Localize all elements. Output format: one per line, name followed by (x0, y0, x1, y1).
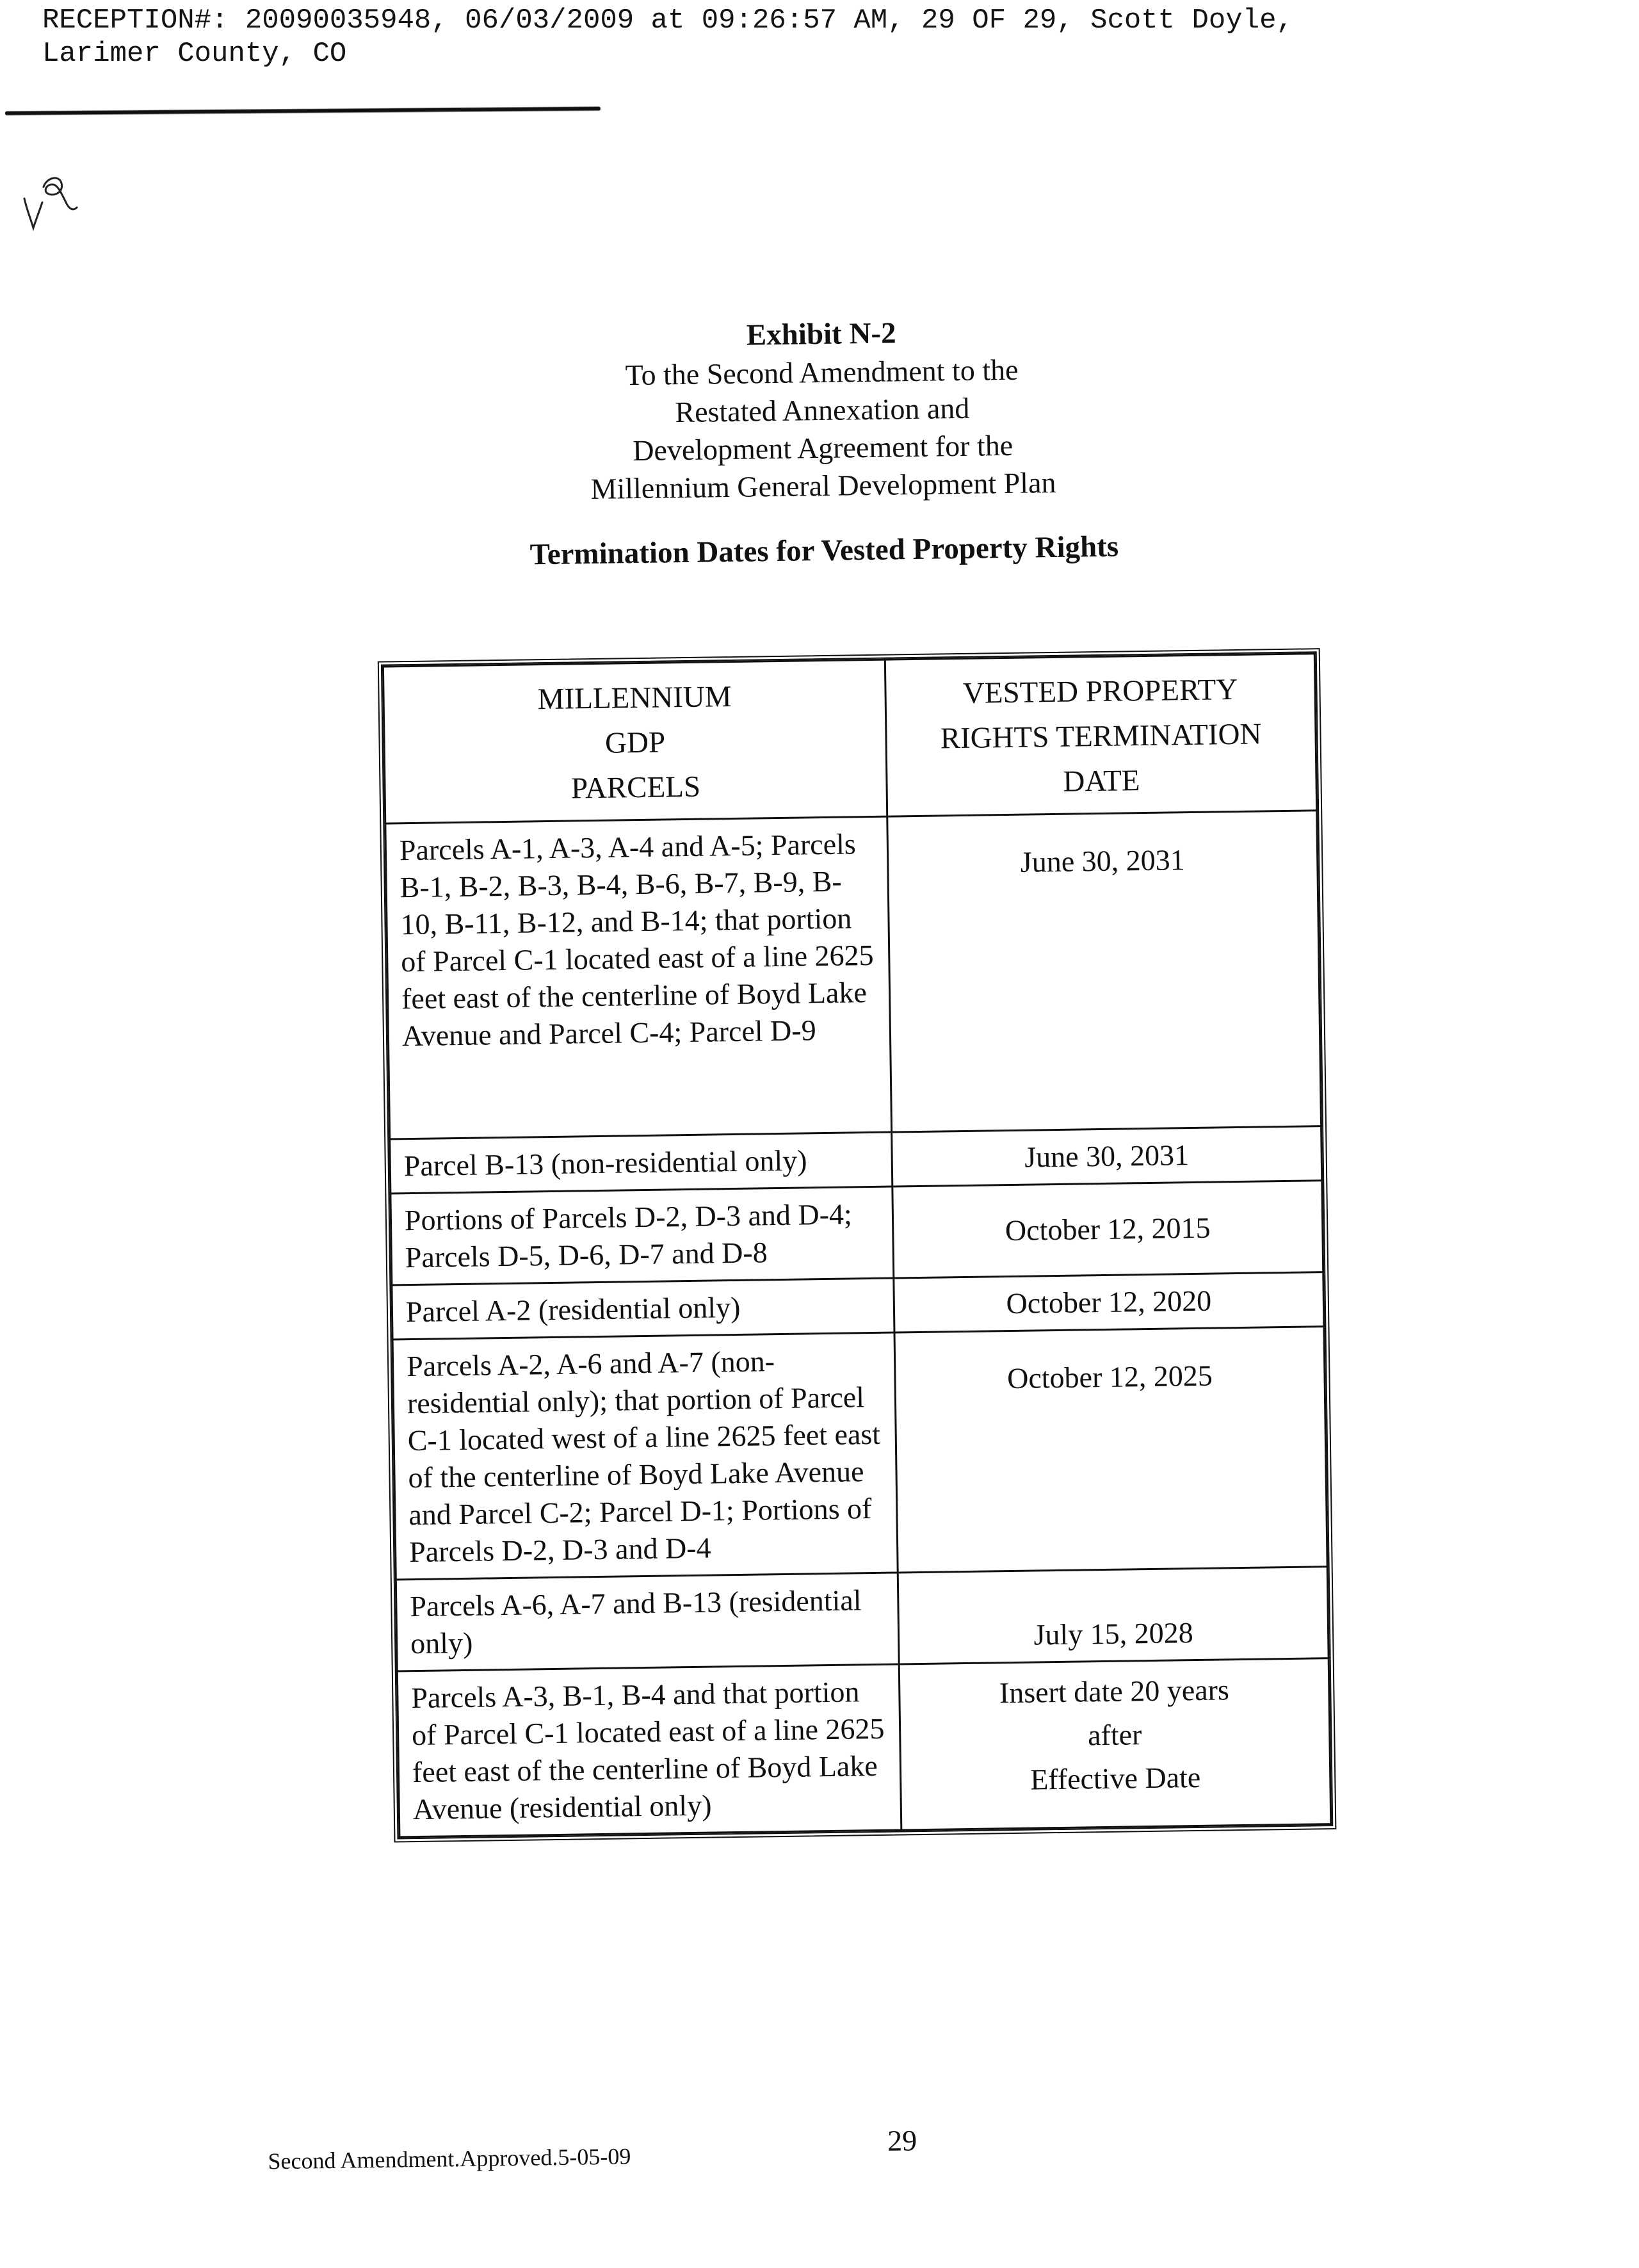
reception-line-1: RECEPTION#: 20090035948, 06/03/2009 at 09:26:57 AM, 29 OF 29, Scott Doyle, (42, 4, 1293, 36)
date-cell: July 15, 2028 (898, 1567, 1328, 1664)
header-line: DATE (1063, 764, 1140, 798)
parcels-cell: Portions of Parcels D-2, D-3 and D-4; Parcels D-5, D-6, D-7 and D-8 (391, 1187, 894, 1285)
parcels-cell: Parcel B-13 (non-residential only) (390, 1132, 892, 1194)
subtitle-line: Millennium General Development Plan (590, 466, 1056, 506)
termination-dates-table (378, 648, 1337, 1842)
table-title: Termination Dates for Vested Property Rights (529, 530, 1119, 572)
table-header-row (383, 654, 1316, 823)
header-cell-termination-date (885, 654, 1316, 816)
exhibit-title: Exhibit N-2 (746, 316, 896, 352)
date-cell: October 12, 2015 (892, 1181, 1323, 1278)
date-cell: June 30, 2031 (892, 1126, 1322, 1187)
table-row (391, 1181, 1323, 1285)
date-cell: October 12, 2020 (894, 1272, 1324, 1332)
table-row (385, 811, 1321, 1139)
header-line: MILLENNIUM (537, 679, 732, 717)
header-line: GDP (604, 725, 666, 760)
table-row (397, 1658, 1330, 1837)
header-line: VESTED PROPERTY (962, 672, 1238, 710)
date-line: Insert date 20 years (999, 1673, 1230, 1710)
parcels-cell: Parcels A-6, A-7 and B-13 (residential only) (396, 1573, 899, 1671)
parcels-cell: Parcels A-2, A-6 and A-7 (non-residential only); that portion of Parcel C-1 located west of a line 2625 feet east of the centerline of Boyd Lake Avenue and Parcel C-2; Parcel D-1; Portions of Parcels D-2, D-3 and D-4 (392, 1332, 898, 1580)
header-line: PARCELS (570, 770, 701, 806)
table (382, 652, 1332, 1838)
date-cell (899, 1658, 1331, 1830)
footer-document-name: Second Amendment.Approved.5-05-09 (268, 2143, 631, 2175)
page-number: 29 (887, 2124, 917, 2157)
date-cell: October 12, 2025 (894, 1327, 1327, 1573)
subtitle-line: To the Second Amendment to the (625, 353, 1019, 392)
table-row (396, 1567, 1328, 1671)
subtitle-line: Development Agreement for the (632, 428, 1013, 467)
parcels-cell: Parcels A-1, A-3, A-4 and A-5; Parcels B-1, B-2, B-3, B-4, B-6, B-7, B-9, B-10, B-11, B-12, and B-14; that portion of Parcel C-1 located east of a line 2625 feet east of the centerline of Boyd Lake Avenue and Parcel C-4; Parcel D-9 (385, 816, 892, 1139)
table-row (392, 1327, 1327, 1580)
date-line: Effective Date (1029, 1760, 1201, 1796)
header-cell-parcels (383, 660, 887, 823)
parcels-cell: Parcel A-2 (residential only) (392, 1278, 894, 1340)
date-cell: June 30, 2031 (887, 811, 1321, 1132)
header-line: RIGHTS TERMINATION (940, 717, 1262, 756)
date-line: after (1087, 1718, 1142, 1752)
reception-line-2: Larimer County, CO (42, 38, 347, 70)
subtitle-line: Restated Annexation and (675, 391, 970, 429)
exhibit-header (494, 311, 1151, 574)
parcels-cell: Parcels A-3, B-1, B-4 and that portion of Parcel C-1 located east of a line 2625 feet east of the centerline of Boyd Lake Avenue (residential only) (397, 1664, 901, 1837)
